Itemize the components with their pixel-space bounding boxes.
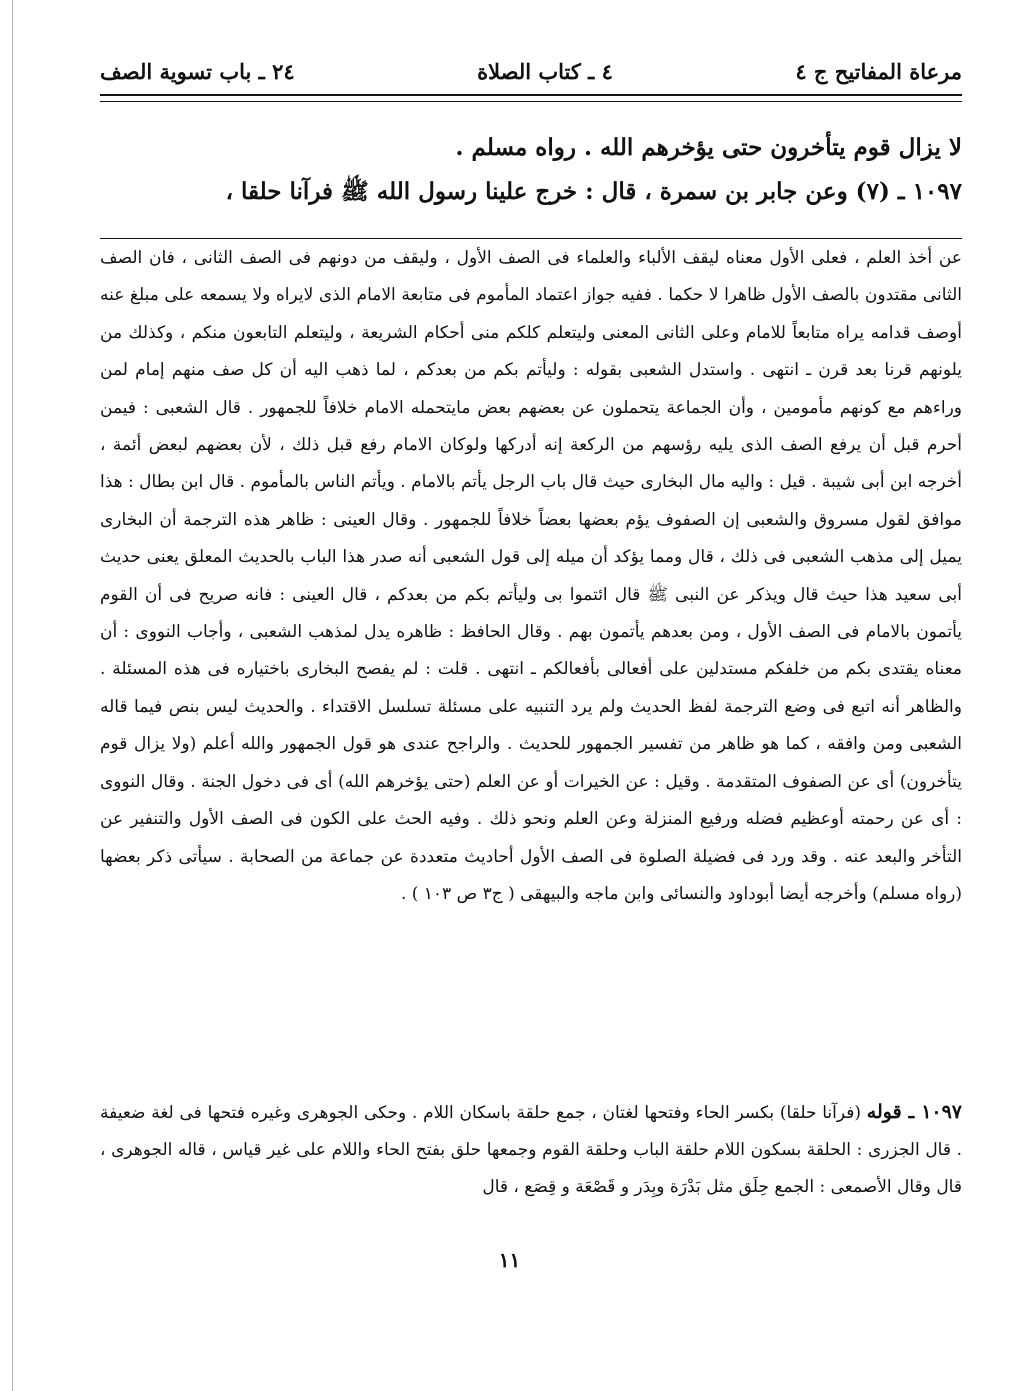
header-rule bbox=[100, 94, 962, 102]
commentary-block-2 bbox=[100, 1094, 962, 1206]
commentary-keyword: ١٠٩٧ ـ قوله bbox=[866, 1101, 963, 1123]
hadith-line-2: ١٠٩٧ ـ (٧) وعن جابر بن سمرة ، قال : خرج علينا رسول الله ﷺ فرآنا حلقا ، bbox=[225, 178, 962, 205]
hadith-line-1: لا يزال قوم يتأخرون حتى يؤخرهم الله . رواه مسلم . bbox=[455, 134, 962, 161]
commentary-rule bbox=[100, 238, 962, 239]
running-header bbox=[100, 54, 962, 88]
commentary-body-2: (فرآنا حلقا) بكسر الحاء وفتحها لغتان ، جمع حلقة باسكان اللام . وحكى الجوهرى وغيره فتحها فى لغة ضعيفة . قال الجزرى : الحلقة بسكون اللام حلقة الباب وحلقة القوم وجمعها حلق بفتح الحاء واللام على غير قياس ، قاله الجوهرى ، قال وقال الأصمعى : الجمع حِلَق مثل بَدْرَة وبِدَر و قَصْعَة و قِصَع ، قال bbox=[100, 1103, 962, 1197]
commentary-paragraph: عن أخذ العلم ، فعلى الأول معناه ليقف الألباء والعلماء فى الصف الأول ، وليقف من دونهم فى الصف الثانى ، فان الصف الثانى مقتدون بالصف الأول ظاهرا لا حكما . ففيه جواز اعتماد المأموم فى متابعة الامام الذى لايراه ولا يسمعه على مبلغ عنه أوصف قدامه يراه متابعاً للامام وعلى الثانى المعنى وليتعلم كلكم منى أحكام الشريعة ، وليتعلم التابعون منكم ، وكذلك من يلونهم قرنا بعد قرن ـ انتهى . واستدل الشعبى بقوله : وليأتم بكم من بعدكم ، لما ذهب اليه أن كل صف منهم إمام لمن وراءهم مع كونهم مأمومين ، وأن الجماعة يتحملون عن بعضهم بعض مايتحمله الامام خلافاً للجمهور . قال الشعبى : فيمن أحرم قبل أن يرفع الصف الذى يليه رؤسهم من الركعة إنه أدركها ولوكان الامام رفع قبل ذلك ، لأن بعضهم لبعض أئمة ، أخرجه ابن أبى شيبة . قيل : واليه مال البخارى حيث قال باب الرجل يأتم بالامام . ويأتم الناس بالمأموم . قال ابن بطال : هذا موافق لقول مسروق والشعبى إن الصفوف يؤم بعضها بعضاً خلافاً للجمهور . وقال العينى : ظاهر هذه الترجمة أن البخارى يميل إلى مذهب الشعبى فى ذلك ، قال ومما يؤكد أن ميله إلى قول الشعبى أنه صدر هذا الباب بالحديث المعلق يعنى حديث أبى سعيد هذا حيث قال ويذكر عن النبى ﷺ قال ائتموا بى وليأتم بكم من بعدكم ، قال العينى : فانه صريح فى أن القوم يأتمون بالامام فى الصف الأول ، ومن بعدهم يأتمون بهم . وقال الحافظ : ظاهره يدل لمذهب الشعبى ، وأجاب النووى : أن معناه يقتدى بكم من خلفكم مستدلين على أفعالى بأفعالكم ـ انتهى . قلت : لم يفصح البخارى باختياره فى هذه المسئلة . والظاهر أنه اتبع فى وضع الترجمة لفظ الحديث ولم يرد التنبيه على مسئلة تسلسل الاقتداء . والحديث ليس بنص فيما قاله الشعبى ومن وافقه ، كما هو ظاهر من تفسير الجمهور للحديث . والراجح عندى هو قول الجمهور والله أعلم (ولا يزال قوم يتأخرون) أى عن الصفوف المتقدمة . وقيل : عن الخيرات أو عن العلم (حتى يؤخرهم الله) أى فى دخول الجنة . وقال النووى : أى عن رحمته أوعظيم فضله ورفيع المنزلة وعن العلم ونحو ذلك . وفيه الحث على الكون فى الصف الأول والتنفير عن التأخر والبعد عنه . وقد ورد فى فضيلة الصلوة فى الصف الأول أحاديث متعددة عن جماعة من الصحابة . سيأتى ذكر بعضها (رواه مسلم) وأخرجه أيضا أبوداود والنسائى وابن ماجه والبيهقى ( ج٣ ص ١٠٣ ) . bbox=[100, 248, 962, 904]
header-section: ٢٤ ـ باب تسوية الصف bbox=[100, 58, 295, 84]
header-chapter: ٤ ـ كتاب الصلاة bbox=[477, 58, 613, 84]
commentary-paragraph-2 bbox=[100, 1094, 962, 1206]
scan-edge-line bbox=[12, 0, 13, 1391]
header-book-title: مرعاة المفاتيح ج ٤ bbox=[795, 58, 962, 84]
hadith-text bbox=[100, 126, 962, 214]
commentary-block bbox=[100, 240, 962, 913]
page-number: ١١ bbox=[498, 1248, 521, 1272]
